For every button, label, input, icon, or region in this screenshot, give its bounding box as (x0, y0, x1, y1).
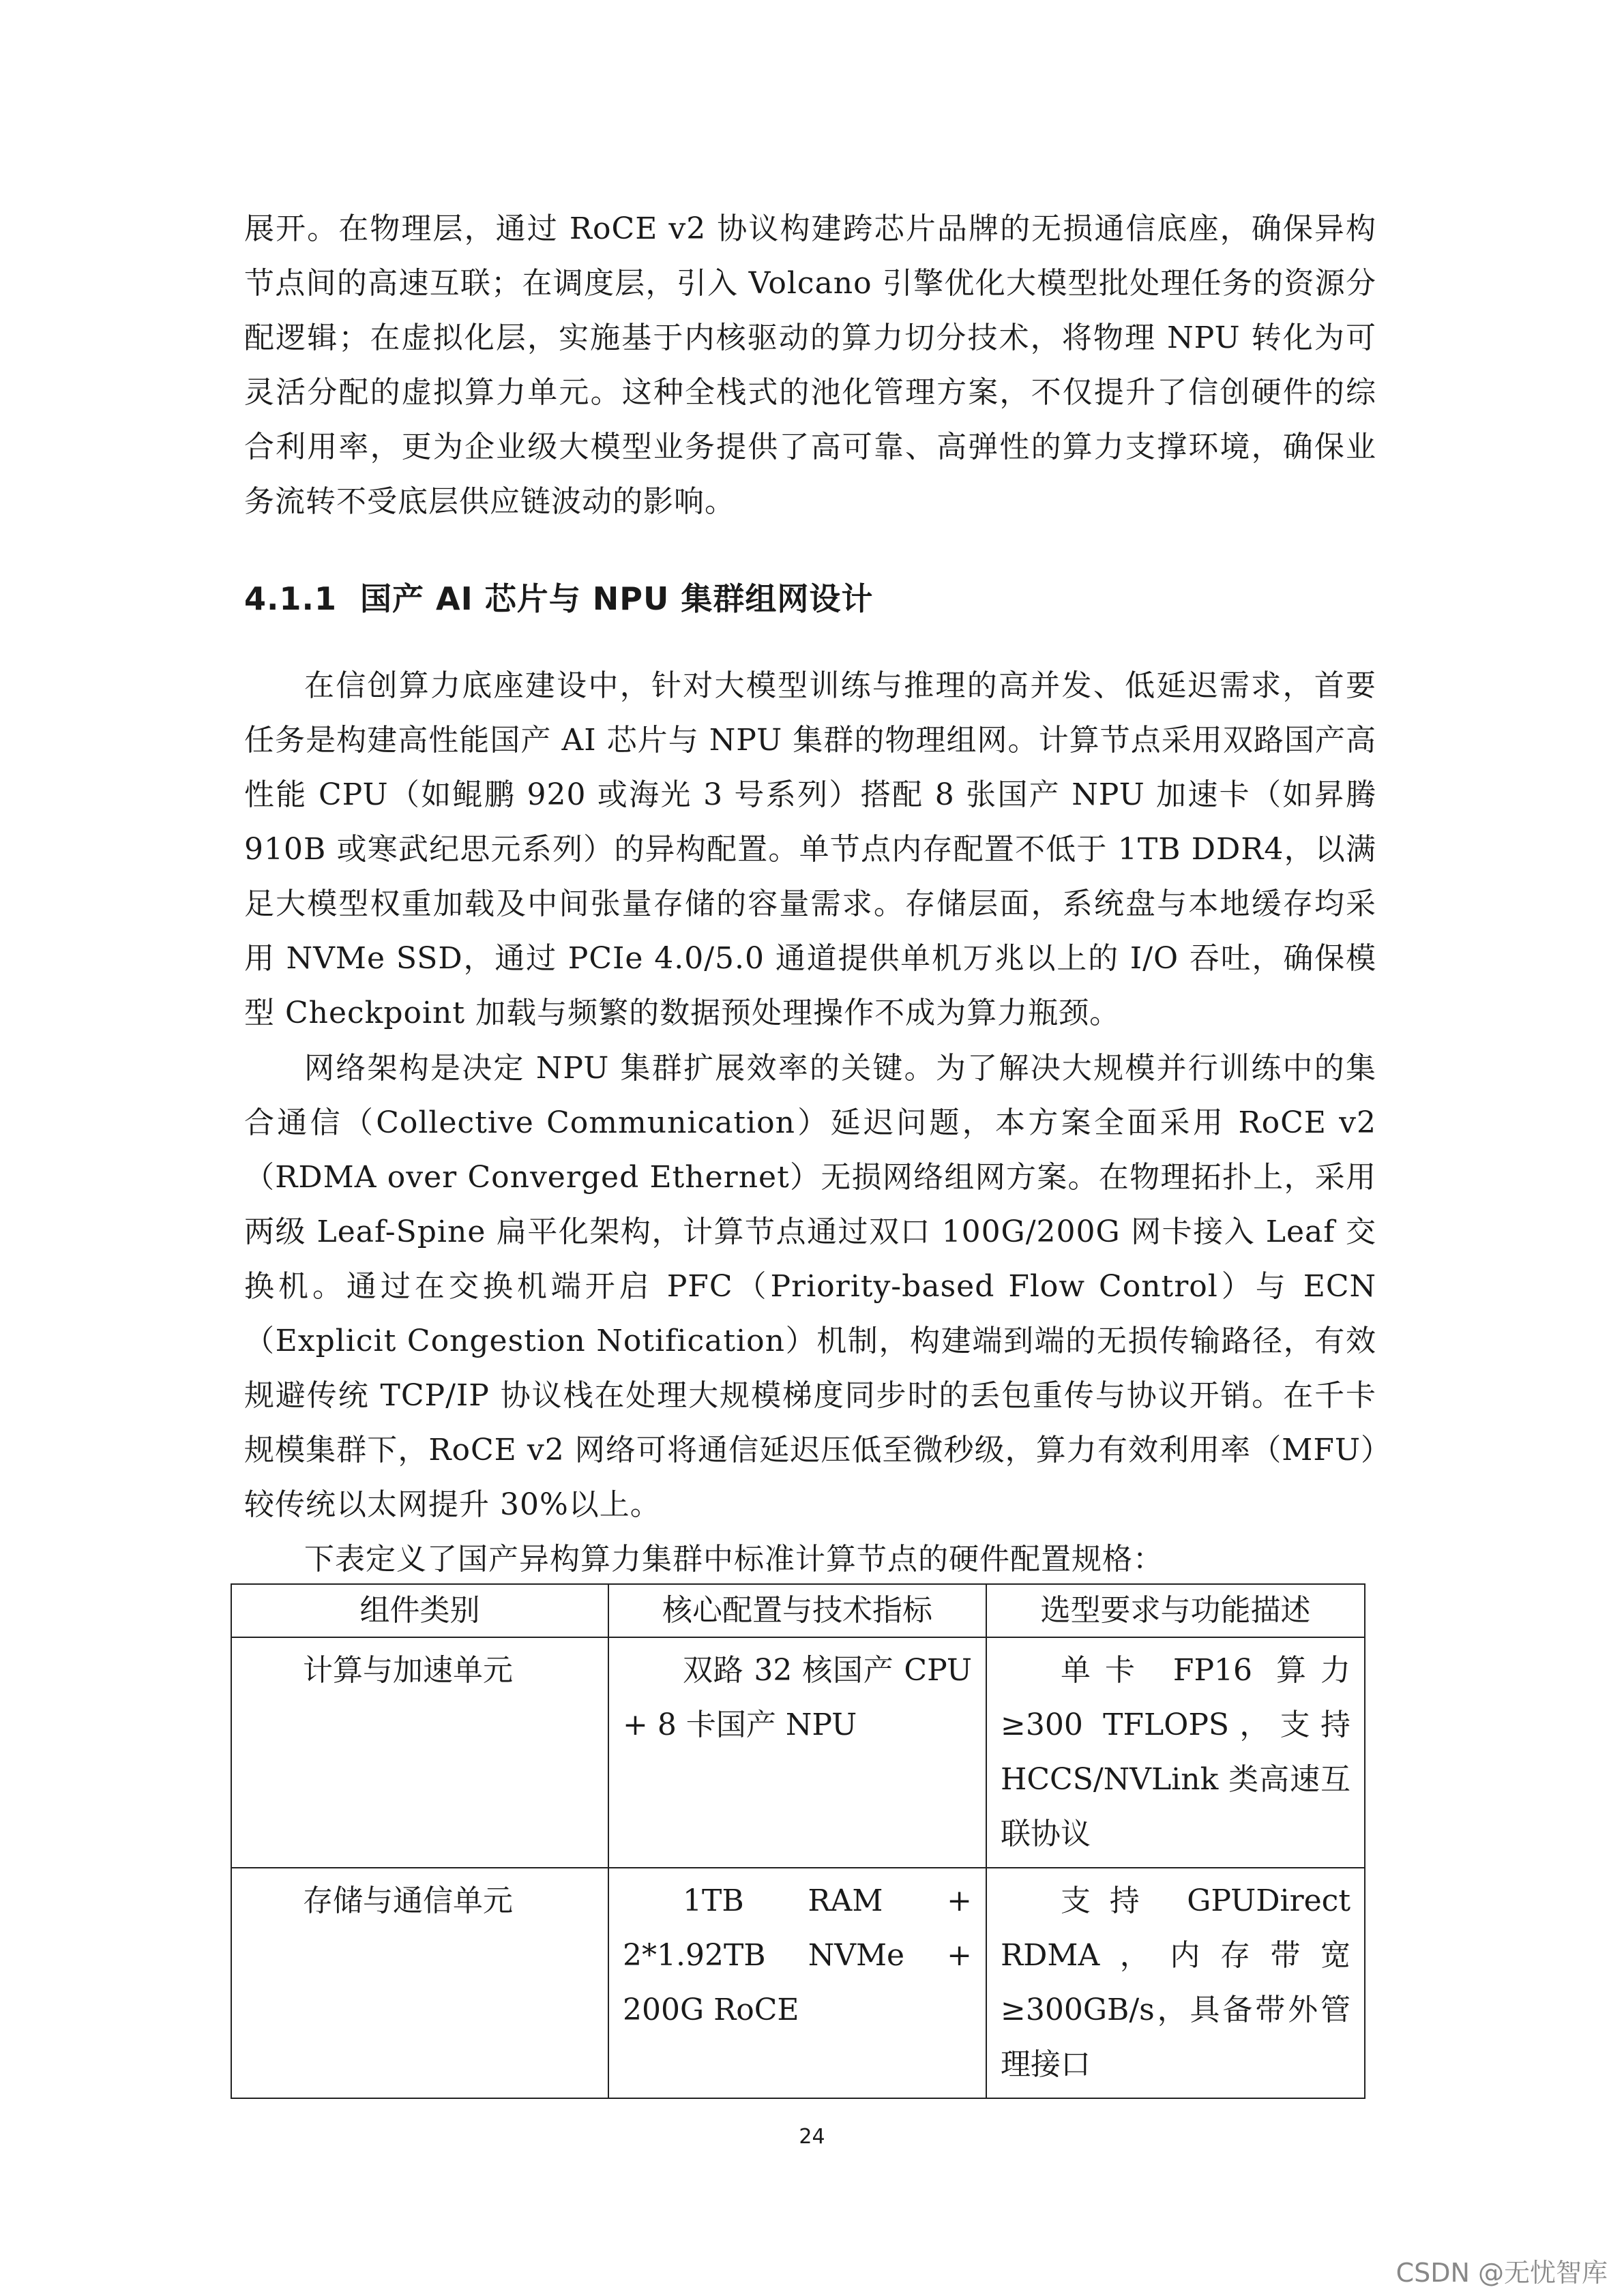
table-header-config: 核心配置与技术指标 (608, 1584, 986, 1637)
paragraph-table-intro: 下表定义了国产异构算力集群中标准计算节点的硬件配置规格： (304, 1542, 1164, 1577)
section-title: 国产 AI 芯片与 NPU 集群组网设计 (360, 580, 874, 617)
paragraph-intro: 展开。在物理层，通过 RoCE v2 协议构建跨芯片品牌的无损通信底座，确保异构节点间的高速互联；在调度层，引入 Volcano 引擎优化大模型批处理任务的资源分配逻辑；在虚拟化层，实施基于内核驱动的算力切分技术，将物理 NPU 转化为可灵活分配的虚拟算力单元。这种全栈式的池化管理方案，不仅提升了信创硬件的综合利用率，更为企业级大模型业务提供了高可靠、高弹性的算力支撑环境，确保业务流转不受底层供应链波动的影响。 (244, 211, 1376, 519)
page-number: 24 (799, 2125, 825, 2149)
table-header-category: 组件类别 (231, 1584, 608, 1637)
table-cell-config: 1TB RAM + 2*1.92TB NVMe + 200G RoCE (608, 1868, 986, 2098)
table-cell-requirement: 支持 GPUDirect RDMA，内存带宽≥300GB/s，具备带外管理接口 (986, 1868, 1365, 2098)
paragraph-compute-node: 在信创算力底座建设中，针对大模型训练与推理的高并发、低延迟需求，首要任务是构建高性能国产 AI 芯片与 NPU 集群的物理组网。计算节点采用双路国产高性能 CPU（如鲲鹏 920 或海光 3 号系列）搭配 8 张国产 NPU 加速卡（如昇腾 910B 或寒武纪思元系列）的异构配置。单节点内存配置不低于 1TB DDR4，以满足大模型权重加载及中间张量存储的容量需求。存储层面，系统盘与本地缓存均采用 NVMe SSD，通过 PCIe 4.0/5.0 通道提供单机万兆以上的 I/O 吞吐，确保模型 Checkpoint 加载与频繁的数据预处理操作不成为算力瓶颈。 (244, 668, 1376, 1030)
table-cell-requirement: 单卡 FP16 算力≥300 TFLOPS，支持 HCCS/NVLink 类高速互联协议 (986, 1637, 1365, 1868)
csdn-watermark: CSDN @无忧智库 (1396, 2258, 1608, 2288)
table-header-requirement: 选型要求与功能描述 (986, 1584, 1365, 1637)
table-row (231, 1637, 1365, 1868)
table-cell-category: 计算与加速单元 (231, 1637, 608, 1868)
table-row (231, 1868, 1365, 2098)
section-number: 4.1.1 (244, 580, 337, 617)
table-cell-config: 双路 32 核国产 CPU + 8 卡国产 NPU (608, 1637, 986, 1868)
table-cell-category: 存储与通信单元 (231, 1868, 608, 2098)
table-header-row (231, 1584, 1365, 1637)
section-heading (244, 571, 873, 626)
hardware-spec-table (231, 1583, 1365, 2099)
paragraph-network-architecture: 网络架构是决定 NPU 集群扩展效率的关键。为了解决大规模并行训练中的集合通信（Collective Communication）延迟问题，本方案全面采用 RoCE v2（RDMA over Converged Ethernet）无损网络组网方案。在物理拓扑上，采用两级 Leaf-Spine 扁平化架构，计算节点通过双口 100G/200G 网卡接入 Leaf 交换机。通过在交换机端开启 PFC（Priority-based Flow Control）与 ECN（Explicit Congestion Notification）机制，构建端到端的无损传输路径，有效规避传统 TCP/IP 协议栈在处理大规模梯度同步时的丢包重传与协议开销。在千卡规模集群下，RoCE v2 网络可将通信延迟压低至微秒级，算力有效利用率（MFU）较传统以太网提升 30%以上。 (244, 1051, 1377, 1522)
